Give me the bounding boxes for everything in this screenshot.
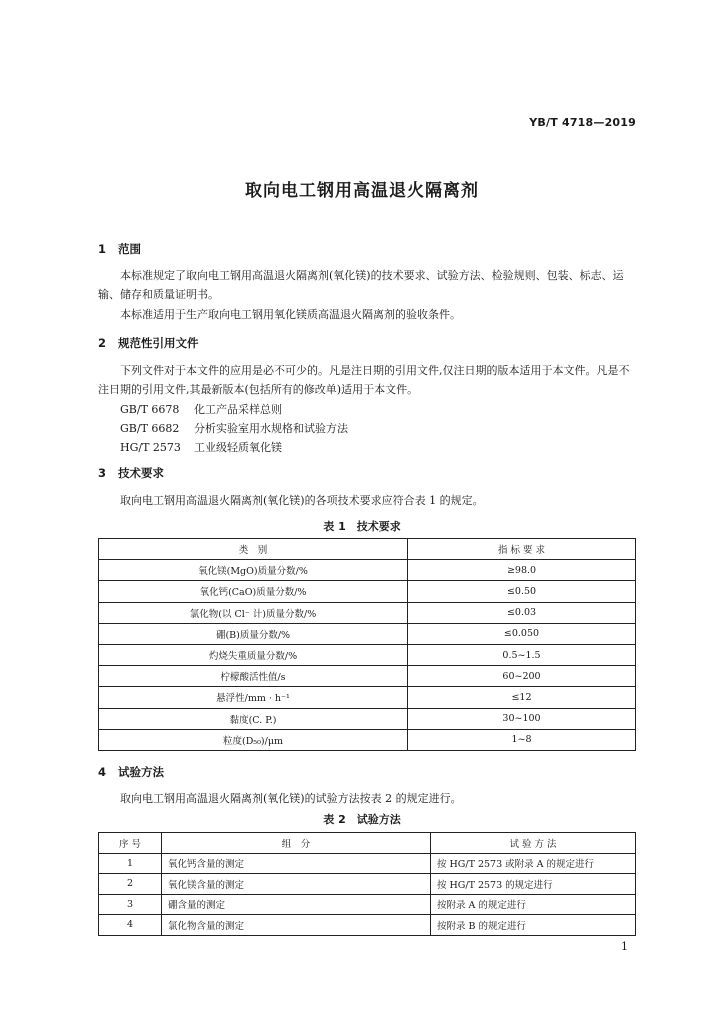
section-title: 规范性引用文件 xyxy=(118,336,199,350)
table-row xyxy=(99,602,636,623)
table-row xyxy=(99,581,636,602)
table-cell: ≤0.050 xyxy=(408,623,636,644)
reference-code: GB/T 6678 xyxy=(120,403,180,416)
table-cell: 粒度(D₅₀)/μm xyxy=(99,729,408,750)
section-number: 4 xyxy=(98,765,107,779)
table-cell: ≤0.03 xyxy=(408,602,636,623)
table-cell: 2 xyxy=(99,874,162,895)
table-cell: ≤12 xyxy=(408,687,636,708)
section-1-heading xyxy=(98,241,141,257)
section-title: 范围 xyxy=(118,242,141,256)
table-row xyxy=(99,623,636,644)
table-cell: 氧化钙(CaO)质量分数/% xyxy=(99,581,408,602)
standard-code: YB/T 4718—2019 xyxy=(529,116,636,129)
table-row xyxy=(99,894,636,915)
reference-code: GB/T 6682 xyxy=(120,422,180,435)
table-row xyxy=(99,853,636,874)
table-cell: 氧化镁含量的测定 xyxy=(162,874,431,895)
table-row xyxy=(99,560,636,581)
table-cell: 30~100 xyxy=(408,708,636,729)
section-number: 1 xyxy=(98,242,107,256)
section-4-heading xyxy=(98,764,164,780)
reference-item xyxy=(120,439,282,455)
section-2-paragraph-1: 下列文件对于本文件的应用是必不可少的。凡是注日期的引用文件,仅注日期的版本适用于本文件。凡是不注日期的引用文件,其最新版本(包括所有的修改单)适用于本文件。 xyxy=(98,364,630,396)
table-1-caption: 表 1 技术要求 xyxy=(323,520,401,533)
section-title: 技术要求 xyxy=(118,466,164,480)
table-cell: 1~8 xyxy=(408,729,636,750)
table-row xyxy=(99,666,636,687)
technical-requirements-table xyxy=(98,538,636,751)
section-1-paragraph-2: 本标准适用于生产取向电工钢用氧化镁质高温退火隔离剂的验收条件。 xyxy=(120,308,461,321)
table-cell: 黏度(C. P.) xyxy=(99,708,408,729)
reference-item xyxy=(120,420,348,436)
table-2-caption: 表 2 试验方法 xyxy=(323,813,401,826)
table-cell: 4 xyxy=(99,915,162,936)
section-4-paragraph-1: 取向电工钢用高温退火隔离剂(氧化镁)的试验方法按表 2 的规定进行。 xyxy=(120,792,462,805)
table-cell: 按 HG/T 2573 或附录 A 的规定进行 xyxy=(431,853,636,874)
table-header-row xyxy=(99,539,636,560)
table-cell: 氧化镁(MgO)质量分数/% xyxy=(99,560,408,581)
reference-name: 化工产品采样总则 xyxy=(194,403,282,416)
table-cell: 灼烧失重质量分数/% xyxy=(99,644,408,665)
table-cell: 氯化物(以 Cl⁻ 计)质量分数/% xyxy=(99,602,408,623)
table-row xyxy=(99,687,636,708)
reference-name: 分析实验室用水规格和试验方法 xyxy=(194,422,348,435)
column-header: 序 号 xyxy=(99,833,162,854)
table-cell: 硼(B)质量分数/% xyxy=(99,623,408,644)
table-cell: 柠檬酸活性值/s xyxy=(99,666,408,687)
section-3-heading xyxy=(98,465,164,481)
table-cell: 氧化钙含量的测定 xyxy=(162,853,431,874)
table-cell: 60~200 xyxy=(408,666,636,687)
table-row xyxy=(99,915,636,936)
section-title: 试验方法 xyxy=(118,765,164,779)
table-header-row xyxy=(99,833,636,854)
table-row xyxy=(99,644,636,665)
table-cell: 氯化物含量的测定 xyxy=(162,915,431,936)
table-cell: 3 xyxy=(99,894,162,915)
table-row xyxy=(99,708,636,729)
table-cell: 硼含量的测定 xyxy=(162,894,431,915)
table-cell: ≥98.0 xyxy=(408,560,636,581)
table-cell: 按 HG/T 2573 的规定进行 xyxy=(431,874,636,895)
column-header: 类 别 xyxy=(99,539,408,560)
table-cell: 1 xyxy=(99,853,162,874)
page-number: 1 xyxy=(621,940,628,953)
test-methods-table xyxy=(98,832,636,936)
document-title: 取向电工钢用高温退火隔离剂 xyxy=(245,181,479,201)
section-1-paragraph-1: 本标准规定了取向电工钢用高温退火隔离剂(氧化镁)的技术要求、试验方法、检验规则、包装、标志、运输、储存和质量证明书。 xyxy=(98,269,624,301)
table-cell: 按附录 A 的规定进行 xyxy=(431,894,636,915)
column-header: 试 验 方 法 xyxy=(431,833,636,854)
section-number: 2 xyxy=(98,336,107,350)
reference-name: 工业级轻质氧化镁 xyxy=(194,441,282,454)
table-row xyxy=(99,874,636,895)
table-cell: 按附录 B 的规定进行 xyxy=(431,915,636,936)
section-2-heading xyxy=(98,335,199,351)
table-cell: ≤0.50 xyxy=(408,581,636,602)
table-cell: 悬浮性/mm · h⁻¹ xyxy=(99,687,408,708)
section-number: 3 xyxy=(98,466,107,480)
column-header: 组 分 xyxy=(162,833,431,854)
reference-code: HG/T 2573 xyxy=(120,441,181,454)
table-cell: 0.5~1.5 xyxy=(408,644,636,665)
table-row xyxy=(99,729,636,750)
section-3-paragraph-1: 取向电工钢用高温退火隔离剂(氧化镁)的各项技术要求应符合表 1 的规定。 xyxy=(120,494,484,507)
reference-item xyxy=(120,401,282,417)
column-header: 指 标 要 求 xyxy=(408,539,636,560)
